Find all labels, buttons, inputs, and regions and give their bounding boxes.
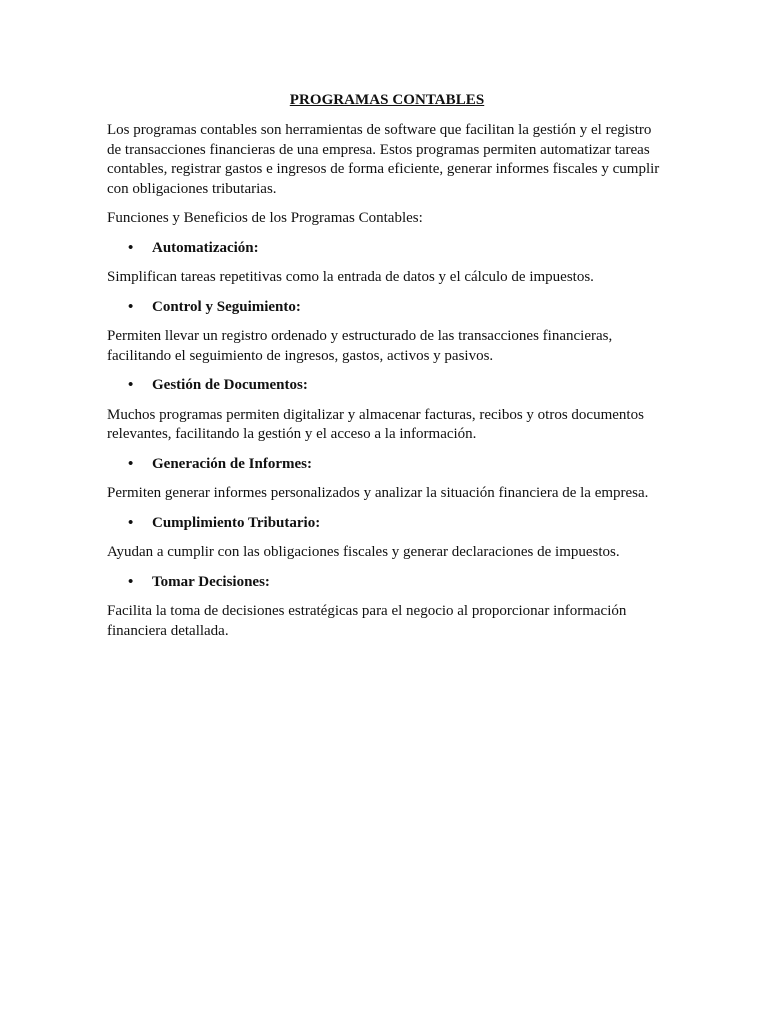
bullet-item-decisiones bbox=[107, 573, 667, 593]
bullet-item-automatizacion bbox=[107, 239, 667, 259]
bullet-description: Muchos programas permiten digitalizar y almacenar facturas, recibos y otros documentos relevantes, facilitando la gestión y el acceso a la información. bbox=[107, 406, 644, 442]
document-page bbox=[107, 91, 667, 651]
bullet-item-gestion bbox=[107, 376, 667, 396]
bullet-icon: • bbox=[128, 573, 134, 590]
bullet-item-control bbox=[107, 298, 667, 318]
bullet-heading: Generación de Informes: bbox=[152, 455, 312, 472]
intro-paragraph: Los programas contables son herramientas de software que facilitan la gestión y el registro de transacciones financieras de una empresa. Estos programas permiten automatizar tareas contables, registrar gastos e ingresos de forma eficiente, generar informes fiscales y cumplir con obligaciones tributarias. bbox=[107, 122, 660, 197]
bullet-description: Simplifican tareas repetitivas como la entrada de datos y el cálculo de impuestos. bbox=[107, 269, 594, 285]
bullet-description: Permiten llevar un registro ordenado y estructurado de las transacciones financieras, facilitando el seguimiento de ingresos, gastos, activos y pasivos. bbox=[107, 328, 613, 364]
bullet-icon: • bbox=[128, 514, 134, 531]
document-title: PROGRAMAS CONTABLES bbox=[289, 92, 485, 108]
bullet-heading: Cumplimiento Tributario: bbox=[152, 514, 321, 531]
bullet-icon: • bbox=[128, 455, 134, 472]
bullet-heading: Control y Seguimiento: bbox=[152, 298, 301, 315]
bullet-heading: Gestión de Documentos: bbox=[152, 377, 308, 393]
bullet-description: Facilita la toma de decisiones estratégicas para el negocio al proporcionar información financiera detallada. bbox=[107, 603, 627, 639]
bullet-item-cumplimiento bbox=[107, 514, 667, 534]
bullet-heading: Automatización: bbox=[152, 239, 259, 256]
section-heading: Funciones y Beneficios de los Programas Contables: bbox=[107, 210, 423, 226]
bullet-icon: • bbox=[128, 239, 134, 256]
bullet-heading: Tomar Decisiones: bbox=[152, 573, 270, 590]
bullet-item-informes bbox=[107, 455, 667, 475]
bullet-description: Ayudan a cumplir con las obligaciones fiscales y generar declaraciones de impuestos. bbox=[107, 544, 620, 560]
bullet-icon: • bbox=[128, 377, 134, 393]
bullet-description: Permiten generar informes personalizados y analizar la situación financiera de la empresa. bbox=[107, 485, 649, 501]
bullet-icon: • bbox=[128, 298, 134, 315]
